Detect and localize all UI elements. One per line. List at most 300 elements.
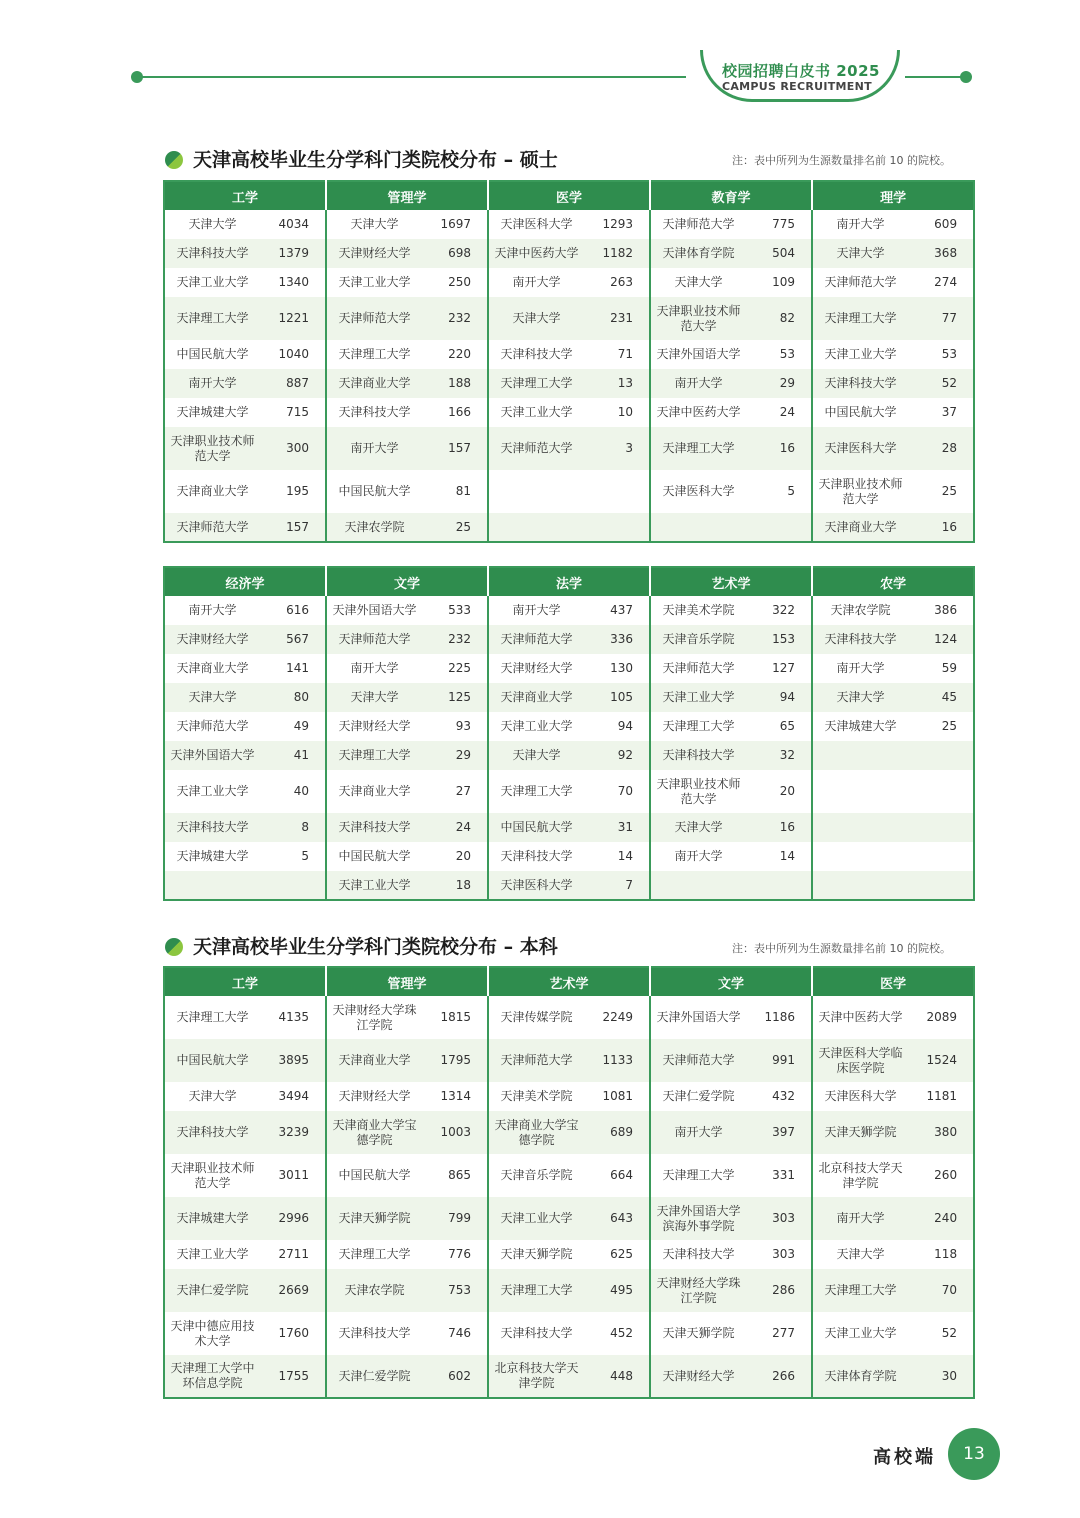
graduate-count: 94 [746, 683, 812, 712]
graduate-count: 1697 [422, 210, 488, 239]
table-row [164, 712, 974, 741]
school-name: 天津财经大学珠江学院 [650, 1269, 746, 1312]
graduate-count: 664 [584, 1154, 650, 1197]
school-name [488, 470, 584, 513]
school-name: 天津理工大学 [338, 1247, 411, 1261]
school-name: 天津工业大学 [824, 1326, 897, 1340]
school-name: 天津师范大学 [326, 297, 422, 340]
school-name: 天津工业大学 [488, 1197, 584, 1240]
graduate-count: 1760 [260, 1312, 326, 1355]
header-left-line [140, 76, 686, 78]
graduate-count: 20 [422, 842, 488, 871]
table-row [164, 398, 974, 427]
school-name: 天津财经大学 [500, 661, 573, 675]
graduate-count [908, 842, 974, 871]
graduate-count: 232 [422, 625, 488, 654]
school-name: 天津师范大学 [662, 217, 735, 231]
school-name: 天津音乐学院 [650, 625, 746, 654]
graduate-count: 16 [746, 427, 812, 470]
graduate-count: 715 [260, 398, 326, 427]
graduate-count: 80 [260, 683, 326, 712]
school-name: 天津职业技术师范大学 [170, 1160, 255, 1190]
school-name: 天津师范大学 [488, 625, 584, 654]
graduate-count: 118 [934, 1247, 958, 1261]
school-name: 天津大学 [674, 275, 723, 289]
graduate-count: 380 [908, 1111, 974, 1154]
graduate-count [260, 871, 326, 900]
table-row [164, 596, 974, 625]
school-name: 中国民航大学 [338, 849, 411, 863]
graduate-count: 1815 [422, 996, 488, 1039]
graduate-count: 240 [908, 1197, 974, 1240]
graduate-count: 14 [746, 842, 812, 871]
graduate-count: 3239 [260, 1111, 326, 1154]
school-name: 天津财经大学 [338, 719, 411, 733]
graduate-count: 1003 [422, 1111, 488, 1154]
graduate-count: 1182 [584, 239, 650, 268]
graduate-count: 225 [422, 654, 488, 683]
school-name: 天津商业大学 [176, 661, 249, 675]
graduate-count: 300 [260, 427, 326, 470]
school-name: 南开大学 [326, 427, 422, 470]
graduate-count: 274 [934, 275, 958, 289]
school-name: 天津工业大学 [650, 683, 746, 712]
graduate-count: 49 [260, 712, 326, 741]
school-name: 天津科技大学 [662, 1247, 735, 1261]
graduate-count: 865 [422, 1154, 488, 1197]
school-name: 天津仁爱学院 [326, 1355, 422, 1398]
school-name: 天津财经大学 [164, 625, 260, 654]
graduate-count: 81 [422, 470, 488, 513]
graduate-count: 277 [746, 1312, 812, 1355]
school-name: 天津医科大学 [812, 427, 908, 470]
graduate-count: 166 [422, 398, 488, 427]
school-name: 天津美术学院 [500, 1089, 573, 1103]
graduate-count: 28 [908, 427, 974, 470]
graduate-count: 260 [934, 1168, 958, 1182]
school-name: 天津师范大学 [176, 719, 249, 733]
school-name: 南开大学 [650, 1111, 746, 1154]
school-name: 天津医科大学 [488, 871, 584, 900]
graduate-count [908, 813, 974, 842]
graduate-count: 3 [584, 427, 650, 470]
school-name: 中国民航大学 [164, 1039, 260, 1082]
school-name: 天津科技大学 [812, 625, 908, 654]
school-name: 天津理工大学 [488, 369, 584, 398]
graduate-count: 125 [422, 683, 488, 712]
school-name [812, 842, 908, 871]
table-row [164, 996, 974, 1039]
school-name: 天津科技大学 [164, 1111, 260, 1154]
graduate-count: 16 [908, 513, 974, 542]
table-row [164, 1355, 974, 1398]
table-row [164, 239, 974, 268]
school-name: 天津科技大学 [326, 813, 422, 842]
graduate-count: 286 [746, 1269, 812, 1312]
graduate-count: 24 [746, 398, 812, 427]
graduate-count: 59 [941, 661, 958, 675]
graduate-count: 232 [422, 297, 488, 340]
graduate-count: 336 [584, 625, 650, 654]
graduate-count: 609 [934, 217, 958, 231]
school-name: 天津工业大学 [176, 1247, 249, 1261]
school-name: 天津商业大学 [812, 513, 908, 542]
graduate-count: 1755 [260, 1355, 326, 1398]
school-name: 天津工业大学 [500, 719, 573, 733]
school-name: 天津商业大学 [326, 369, 422, 398]
column-header: 工学 [164, 181, 326, 210]
graduate-count: 25 [941, 719, 958, 733]
graduate-count: 452 [584, 1312, 650, 1355]
school-name: 中国民航大学 [488, 813, 584, 842]
school-name: 南开大学 [812, 1197, 908, 1240]
school-name: 天津理工大学 [164, 297, 260, 340]
school-name: 天津职业技术师范大学 [164, 427, 260, 470]
school-name: 天津师范大学 [488, 427, 584, 470]
table-row [164, 683, 974, 712]
column-header: 医学 [488, 181, 650, 210]
school-name: 天津外国语大学 [656, 347, 741, 361]
school-name: 南开大学 [512, 603, 561, 617]
school-name: 天津大学 [164, 683, 260, 712]
school-name: 天津工业大学 [176, 275, 249, 289]
graduate-count: 2711 [260, 1240, 326, 1269]
table-row [164, 1312, 974, 1355]
school-name: 天津科技大学 [500, 1326, 573, 1340]
school-name: 天津商业大学 [338, 784, 411, 798]
school-name: 天津外国语大学滨海外事学院 [650, 1197, 746, 1240]
table-row [164, 770, 974, 813]
graduate-count: 41 [260, 741, 326, 770]
table-row [164, 340, 974, 369]
table-row [164, 470, 974, 513]
graduate-count [908, 741, 974, 770]
school-name: 天津理工大学 [812, 297, 908, 340]
school-name: 天津农学院 [830, 603, 891, 617]
graduate-count: 92 [584, 741, 650, 770]
graduate-count: 220 [422, 340, 488, 369]
page-number: 13 [948, 1428, 1000, 1480]
school-name: 天津农学院 [326, 513, 422, 542]
graduate-count: 70 [908, 1269, 974, 1312]
graduate-count: 5 [260, 842, 326, 871]
graduate-count: 52 [908, 369, 974, 398]
brand-title: 校园招聘白皮书 2025 [722, 62, 880, 80]
school-name: 中国民航大学 [176, 347, 249, 361]
school-name: 南开大学 [836, 217, 885, 231]
school-name: 天津科技大学 [650, 741, 746, 770]
graduate-count: 18 [422, 871, 488, 900]
school-name: 天津理工大学 [326, 741, 422, 770]
school-name: 天津大学 [812, 683, 908, 712]
column-header: 管理学 [326, 181, 488, 210]
school-name: 天津农学院 [326, 1269, 422, 1312]
graduate-count: 448 [584, 1355, 650, 1398]
graduate-count: 3494 [260, 1082, 326, 1111]
table-row [164, 297, 974, 340]
column-header: 管理学 [326, 967, 488, 996]
school-name: 天津理工大学中环信息学院 [164, 1355, 260, 1398]
graduate-count: 40 [260, 770, 326, 813]
school-name: 天津科技大学 [812, 369, 908, 398]
school-name [812, 813, 908, 842]
graduate-count: 37 [941, 405, 958, 419]
graduate-count: 82 [746, 297, 812, 340]
section-title-text: 天津高校毕业生分学科门类院校分布 – 本科 [193, 936, 558, 958]
school-name: 天津工业大学 [176, 784, 249, 798]
graduate-count: 331 [746, 1154, 812, 1197]
school-name: 天津医科大学 [824, 1089, 897, 1103]
table-row [164, 813, 974, 842]
graduate-count: 263 [584, 268, 650, 297]
school-name [812, 871, 908, 900]
graduate-count: 1379 [260, 239, 326, 268]
table-row [164, 1154, 974, 1197]
school-name: 天津中医药大学 [656, 405, 741, 419]
school-name: 天津医科大学 [500, 217, 573, 231]
graduate-count: 1524 [908, 1039, 974, 1082]
graduate-count: 24 [422, 813, 488, 842]
table-row [164, 1197, 974, 1240]
school-name [812, 741, 908, 770]
school-name: 天津外国语大学 [332, 603, 417, 617]
graduate-count: 567 [260, 625, 326, 654]
school-name: 天津科技大学 [164, 813, 260, 842]
school-name: 天津大学 [326, 683, 422, 712]
school-name: 天津外国语大学 [164, 741, 260, 770]
graduate-count [584, 513, 650, 542]
school-name: 天津财经大学珠江学院 [332, 1002, 417, 1032]
graduate-count [746, 513, 812, 542]
section-title-bachelor [165, 932, 558, 959]
school-name: 天津理工大学 [662, 1168, 735, 1182]
graduate-count: 71 [584, 340, 650, 369]
graduate-count: 698 [422, 239, 488, 268]
school-name [812, 770, 908, 813]
school-name: 天津仁爱学院 [164, 1269, 260, 1312]
graduate-count: 1081 [584, 1082, 650, 1111]
graduate-count: 77 [908, 297, 974, 340]
school-name: 天津体育学院 [812, 1355, 908, 1398]
section-note-bachelor: 注：表中所列为生源数量排名前 10 的院校。 [732, 942, 951, 955]
graduate-count: 30 [908, 1355, 974, 1398]
graduate-count [908, 871, 974, 900]
school-name: 中国民航大学 [338, 484, 411, 498]
graduate-count: 130 [584, 654, 650, 683]
school-name: 天津商业大学 [176, 484, 249, 498]
graduate-count: 775 [746, 210, 812, 239]
graduate-count: 2089 [926, 1010, 958, 1024]
school-name: 南开大学 [512, 275, 561, 289]
school-name: 天津大学 [488, 741, 584, 770]
school-name: 南开大学 [188, 603, 237, 617]
graduate-count: 1340 [260, 268, 326, 297]
graduate-count: 65 [746, 712, 812, 741]
graduate-count: 368 [908, 239, 974, 268]
graduate-count: 25 [941, 484, 958, 498]
school-name: 天津工业大学 [824, 347, 897, 361]
school-name: 天津城建大学 [164, 1197, 260, 1240]
graduate-count: 27 [422, 770, 488, 813]
school-name: 天津外国语大学 [656, 1010, 741, 1024]
graduate-count: 25 [422, 513, 488, 542]
graduate-count: 991 [746, 1039, 812, 1082]
school-name: 北京科技大学天津学院 [818, 1160, 903, 1190]
column-header: 农学 [812, 567, 974, 596]
school-name: 天津医科大学 [662, 484, 735, 498]
graduate-count: 303 [746, 1240, 812, 1269]
table-row [164, 268, 974, 297]
graduate-count: 29 [422, 741, 488, 770]
school-name: 天津师范大学 [164, 513, 260, 542]
graduate-count: 1314 [422, 1082, 488, 1111]
school-name: 南开大学 [164, 369, 260, 398]
graduate-count: 533 [422, 596, 488, 625]
school-name: 天津理工大学 [650, 427, 746, 470]
section-title-master [165, 145, 558, 172]
graduate-count: 105 [584, 683, 650, 712]
master-table-2 [163, 566, 975, 901]
graduate-count: 2996 [260, 1197, 326, 1240]
school-name: 天津音乐学院 [500, 1168, 573, 1182]
graduate-count: 10 [584, 398, 650, 427]
graduate-count: 887 [260, 369, 326, 398]
school-name: 天津商业大学宝德学院 [326, 1111, 422, 1154]
school-name: 天津财经大学 [650, 1355, 746, 1398]
graduate-count: 127 [746, 654, 812, 683]
graduate-count: 3895 [260, 1039, 326, 1082]
graduate-count: 8 [260, 813, 326, 842]
graduate-count: 20 [746, 770, 812, 813]
school-name [650, 513, 746, 542]
school-name: 天津科技大学 [500, 347, 573, 361]
table-row [164, 1269, 974, 1312]
table-row [164, 427, 974, 470]
graduate-count [746, 871, 812, 900]
graduate-count: 109 [746, 268, 812, 297]
school-name: 天津体育学院 [650, 239, 746, 268]
school-name: 天津大学 [836, 1247, 885, 1261]
school-name: 天津医科大学临床医学院 [812, 1039, 908, 1082]
table-header-row [164, 181, 974, 210]
column-header: 艺术学 [650, 567, 812, 596]
graduate-count: 1293 [584, 210, 650, 239]
graduate-count: 625 [584, 1240, 650, 1269]
school-name: 天津工业大学 [326, 871, 422, 900]
school-name: 天津财经大学 [338, 1089, 411, 1103]
graduate-count: 4034 [260, 210, 326, 239]
school-name: 天津天狮学院 [500, 1247, 573, 1261]
graduate-count: 124 [908, 625, 974, 654]
school-name: 天津中德应用技术大学 [170, 1318, 255, 1348]
graduate-count: 753 [422, 1269, 488, 1312]
graduate-count: 250 [422, 268, 488, 297]
column-header: 工学 [164, 967, 326, 996]
graduate-count: 437 [584, 596, 650, 625]
school-name: 天津大学 [812, 239, 908, 268]
graduate-count: 157 [260, 513, 326, 542]
school-name: 天津师范大学 [326, 625, 422, 654]
table-row [164, 513, 974, 542]
graduate-count: 94 [584, 712, 650, 741]
graduate-count: 231 [584, 297, 650, 340]
school-name: 天津中医药大学 [488, 239, 584, 268]
footer-label: 高校端 [873, 1447, 936, 1468]
graduate-count: 157 [422, 427, 488, 470]
school-name: 天津传媒学院 [500, 1010, 573, 1024]
graduate-count: 1133 [584, 1039, 650, 1082]
graduate-count: 4135 [260, 996, 326, 1039]
graduate-count: 432 [746, 1082, 812, 1111]
graduate-count: 13 [584, 369, 650, 398]
school-name [650, 871, 746, 900]
table-header-row [164, 967, 974, 996]
graduate-count: 397 [746, 1111, 812, 1154]
graduate-count: 2669 [260, 1269, 326, 1312]
school-name: 天津理工大学 [500, 784, 573, 798]
table-row [164, 842, 974, 871]
bachelor-table [163, 966, 975, 1399]
school-name: 天津师范大学 [650, 1039, 746, 1082]
column-header: 文学 [326, 567, 488, 596]
graduate-count: 7 [584, 871, 650, 900]
table-row [164, 1082, 974, 1111]
school-name: 天津商业大学宝德学院 [488, 1111, 584, 1154]
table-row [164, 654, 974, 683]
graduate-count: 1221 [260, 297, 326, 340]
school-name: 南开大学 [650, 369, 746, 398]
school-name: 天津师范大学 [824, 275, 897, 289]
graduate-count: 1040 [260, 340, 326, 369]
graduate-count [584, 470, 650, 513]
school-name: 天津理工大学 [662, 719, 735, 733]
graduate-count: 29 [746, 369, 812, 398]
bullet-icon [165, 938, 183, 956]
brand-logo [700, 50, 900, 106]
column-header: 文学 [650, 967, 812, 996]
graduate-count [908, 770, 974, 813]
graduate-count: 3011 [260, 1154, 326, 1197]
brand-subtitle: CAMPUS RECRUITMENT [722, 80, 872, 93]
graduate-count: 602 [422, 1355, 488, 1398]
school-name: 天津理工大学 [176, 1010, 249, 1024]
school-name: 北京科技大学天津学院 [488, 1355, 584, 1398]
school-name: 天津财经大学 [326, 239, 422, 268]
graduate-count: 5 [746, 470, 812, 513]
graduate-count: 93 [422, 712, 488, 741]
school-name: 天津天狮学院 [812, 1111, 908, 1154]
graduate-count: 2249 [584, 996, 650, 1039]
school-name: 南开大学 [836, 661, 885, 675]
table-header-row [164, 567, 974, 596]
school-name: 中国民航大学 [824, 405, 897, 419]
table-row [164, 871, 974, 900]
graduate-count: 52 [941, 1326, 958, 1340]
school-name: 天津天狮学院 [662, 1326, 735, 1340]
school-name: 天津科技大学 [338, 405, 411, 419]
graduate-count: 495 [584, 1269, 650, 1312]
school-name: 天津大学 [650, 813, 746, 842]
school-name: 南开大学 [350, 661, 399, 675]
school-name: 天津天狮学院 [326, 1197, 422, 1240]
graduate-count: 16 [746, 813, 812, 842]
graduate-count: 195 [260, 470, 326, 513]
school-name: 天津理工大学 [812, 1269, 908, 1312]
column-header: 理学 [812, 181, 974, 210]
header-right-dot [960, 71, 972, 83]
school-name: 天津城建大学 [824, 719, 897, 733]
column-header: 教育学 [650, 181, 812, 210]
